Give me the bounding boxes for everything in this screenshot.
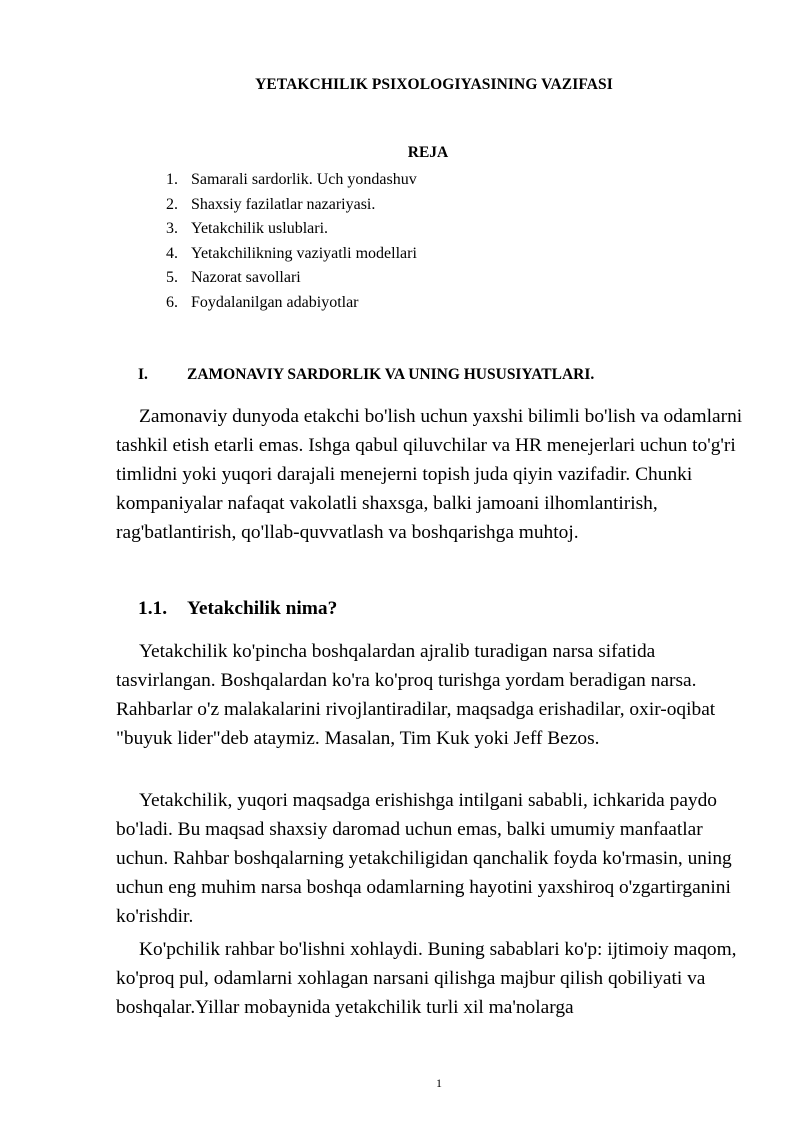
- body-paragraph: Ko'pchilik rahbar bo'lishni xohlaydi. Buning sabablari ko'p: ijtimoiy maqom, ko'proq pul, odamlarni xohlagan narsani qilishga majbur qilish qobiliyati va boshqalar.Yillar mobaynida yetakchilik turli xil ma'nolarga: [116, 939, 737, 1018]
- subsection-number: 1.1.: [138, 598, 168, 619]
- plan-item: [166, 217, 417, 242]
- plan-item: [166, 266, 417, 291]
- section-title: ZAMONAVIY SARDORLIK VA UNING HUSUSIYATLARI.: [187, 366, 595, 383]
- plan-list: [166, 168, 417, 316]
- plan-item-number: 2.: [166, 195, 178, 213]
- body-paragraph: Yetakchilik, yuqori maqsadga erishishga intilgani sababli, ichkarida paydo bo'ladi. Bu maqsad shaxsiy daromad uchun emas, balki umumiy manfaatlar uchun. Rahbar boshqalarning yetakchiligidan qanchalik foyda ko'rmasin, uning uchun eng muhim narsa boshqa odamlarning hayotini yaxshiroq o'zgartirganini ko'rishdir.: [116, 790, 732, 927]
- plan-item: [166, 291, 417, 316]
- plan-item-number: 4.: [166, 244, 178, 262]
- plan-item-number: 5.: [166, 269, 178, 287]
- plan-item-number: 1.: [166, 171, 178, 188]
- body-paragraph: Yetakchilik ko'pincha boshqalardan ajralib turadigan narsa sifatida tasvirlangan. Boshqalardan ko'ra ko'proq turishga yordam beradigan narsa. Rahbarlar o'z malakalarini rivojlantiradilar, maqsadga erishadilar, oxir-oqibat "buyuk lider"deb ataymiz. Masalan, Tim Kuk yoki Jeff Bezos.: [116, 641, 716, 749]
- plan-item-number: 6.: [166, 293, 178, 311]
- plan-item: [166, 168, 417, 193]
- plan-item-text: Shaxsiy fazilatlar nazariyasi.: [191, 195, 376, 213]
- plan-heading: REJA: [407, 144, 449, 161]
- plan-item-text: Yetakchilikning vaziyatli modellari: [191, 244, 417, 262]
- section-heading: [138, 366, 594, 384]
- plan-item-text: Nazorat savollari: [191, 269, 301, 287]
- plan-item: [166, 242, 417, 267]
- section-number: I.: [138, 366, 148, 383]
- plan-item-text: Yetakchilik uslublari.: [191, 220, 329, 238]
- plan-item-text: Samarali sardorlik. Uch yondashuv: [191, 171, 417, 188]
- page-number: 1: [436, 1076, 442, 1090]
- plan-item-text: Foydalanilgan adabiyotlar: [191, 293, 359, 311]
- plan-item-number: 3.: [166, 220, 178, 238]
- body-paragraph: Zamonaviy dunyoda etakchi bo'lish uchun yaxshi bilimli bo'lish va odamlarni tashkil etish etarli emas. Ishga qabul qiluvchilar va HR menejerlari uchun to'g'ri timlidni yoki yuqori darajali menejerni topish juda qiyin vazifadir. Chunki kompaniyalar nafaqat vakolatli shaxsga, balki jamoani ilhomlantirish, rag'batlantirish, qo'llab-quvvatlash va boshqarishga muhtoj.: [116, 406, 743, 543]
- subsection-title: Yetakchilik nima?: [187, 598, 338, 619]
- document-title: YETAKCHILIK PSIXOLOGIYASINING VAZIFASI: [255, 76, 613, 93]
- subsection-heading: [138, 598, 337, 620]
- plan-item: [166, 193, 417, 218]
